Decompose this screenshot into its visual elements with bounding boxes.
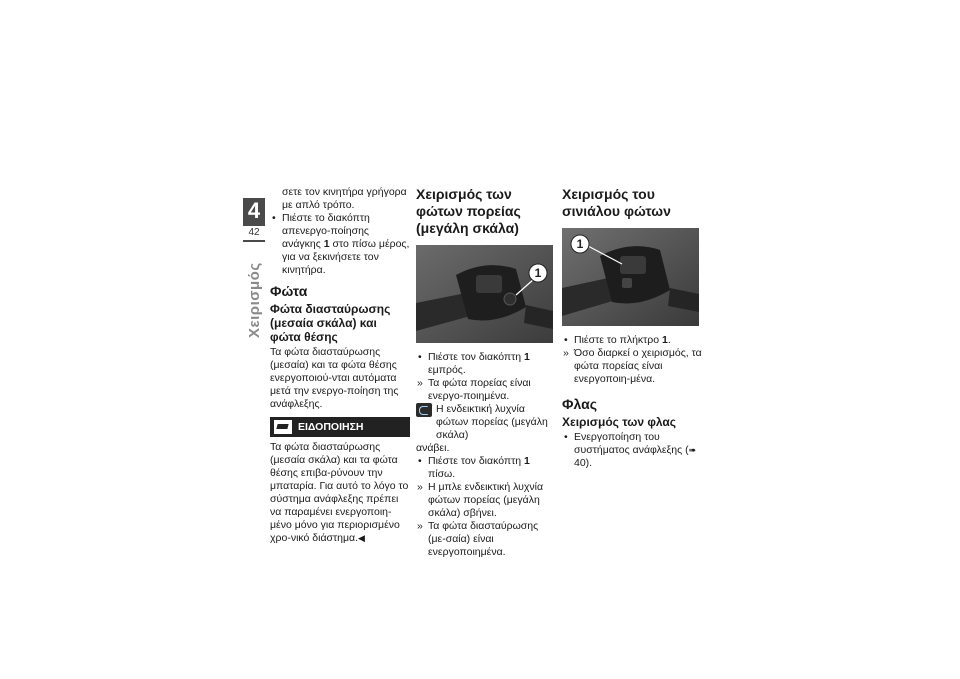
photo-callout: 1 xyxy=(534,266,542,280)
subheading-turn-signals: Χειρισμός των φλας xyxy=(562,415,676,429)
chapter-number: 4 xyxy=(247,198,261,223)
heading-headlight-flasher: Χειρισμός του σινιάλου φώτων xyxy=(562,186,671,219)
instruction-bullet: • Πιέστε το πλήκτρο 1. xyxy=(562,334,702,347)
reference-number: 1 xyxy=(662,334,668,346)
column-2 xyxy=(416,186,556,559)
indicator-note: Η ενδεικτική λυχνία φώτων πορείας (μεγάλη σκάλα) xyxy=(416,403,556,442)
indicator-tail: ανάβει. xyxy=(416,442,450,454)
result-line: » Τα φώτα πορείας είναι ενεργο-ποιημένα. xyxy=(416,377,556,403)
reference-number: 1 xyxy=(524,455,530,467)
notice-label: ΕΙΔΟΠΟΙΗΣΗ xyxy=(298,420,364,433)
result-line: » Όσο διαρκεί ο χειρισμός, τα φώτα πορείας είναι ενεργοποιη-μένα. xyxy=(562,347,702,386)
section-side-title: Χειρισμός xyxy=(246,262,263,338)
heading-high-beam: Χειρισμός των φώτων πορείας (μεγάλη σκάλα) xyxy=(416,186,521,236)
result-line: » Τα φώτα διασταύρωσης (με-σαία) είναι ενεργοποιημένα. xyxy=(416,520,556,559)
notice-text: Τα φώτα διασταύρωσης (μεσαία σκάλα) και τα φώτα θέσης επιβα-ρύνουν την μπαταρία. Για αυτό το λόγο το σύστημα ανάφλεξης πρέπει να παραμένει ενεργοποιη-μένο μόνο για περιορισμένο χρο-νικό διάστημα.◀ xyxy=(270,441,409,544)
flasher-button-photo xyxy=(562,228,699,326)
result-line: » Η μπλε ενδεικτική λυχνία φώτων πορείας (μεγάλη σκάλα) σβήνει. xyxy=(416,481,556,520)
subheading-low-beam: Φώτα διασταύρωσης (μεσαία σκάλα) και φώτα θέσης xyxy=(270,302,391,344)
instruction-bullet: • Πιέστε τον διακόπτη 1 εμπρός. xyxy=(416,351,556,377)
warning-hand-icon xyxy=(274,420,292,434)
paragraph-low-beam: Τα φώτα διασταύρωσης (μεσαία) και τα φώτα θέσης ενεργοποιού-νται αυτόματα μετά την ενεργο-ποίηση της ανάφλεξης. xyxy=(270,346,399,410)
instruction-bullet: • Ενεργοποίηση του συστήματος ανάφλεξης (➠ 40). xyxy=(562,431,702,470)
instruction-bullet: • Πιέστε τον διακόπτη 1 πίσω. xyxy=(416,455,556,481)
page-ref-arrow-icon: ➠ xyxy=(688,445,697,455)
heading-turn-signals: Φλας xyxy=(562,396,597,412)
column-1 xyxy=(270,186,410,545)
end-mark: ◀ xyxy=(358,533,365,543)
column-3 xyxy=(562,186,702,470)
chapter-tab xyxy=(243,198,265,242)
continued-text: σετε τον κινητήρα γρήγορα με απλό τρόπο. xyxy=(282,186,407,211)
instruction-bullet: • Πιέστε το διακόπτη απενεργο-ποίησης ανάγκης 1 στο πίσω μέρος, για να ξεκινήσετε τον κινητήρα. xyxy=(270,212,410,277)
reference-number: 1 xyxy=(524,351,530,363)
handlebar-switch-photo xyxy=(416,245,553,343)
heading-lights: Φώτα xyxy=(270,283,308,299)
notice-banner xyxy=(270,417,410,437)
reference-number: 1 xyxy=(323,238,330,250)
photo-callout: 1 xyxy=(576,237,584,251)
high-beam-indicator-icon xyxy=(416,403,432,417)
page-number: 42 xyxy=(243,226,265,240)
